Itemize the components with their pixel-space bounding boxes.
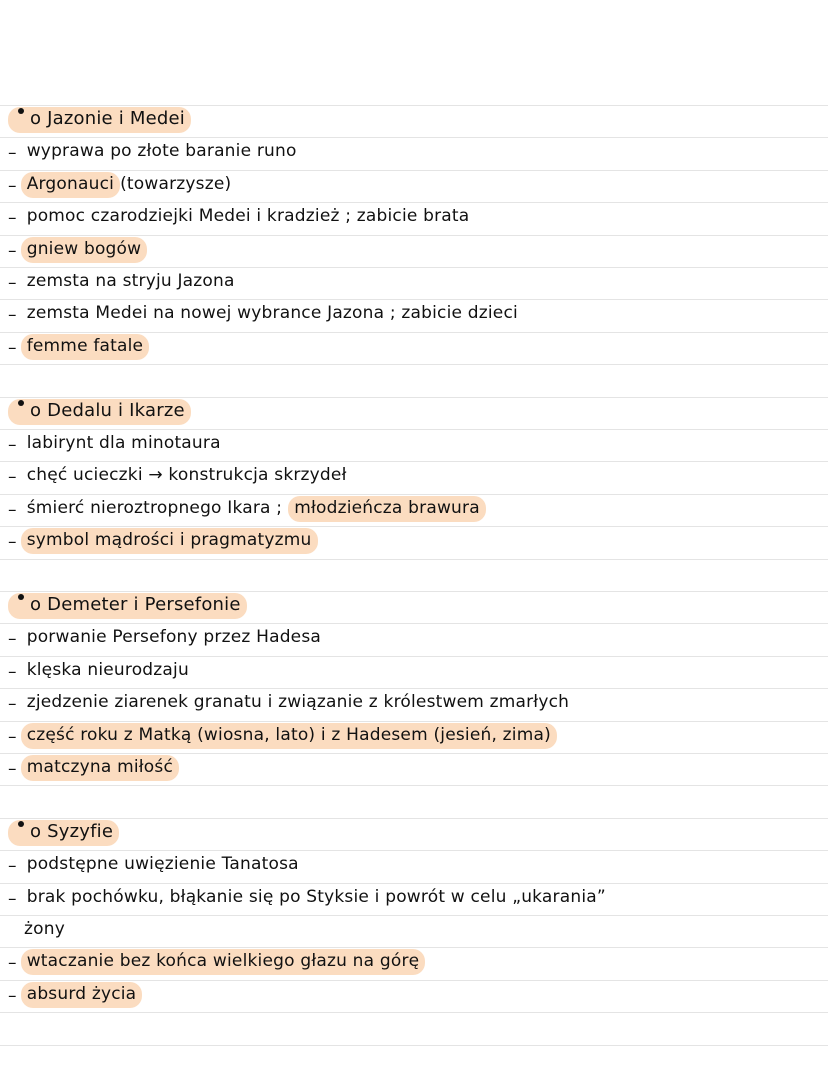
dash-icon: – [8,175,17,196]
list-item [8,846,305,878]
section-heading [8,393,191,425]
item-text: żony [24,919,65,939]
list-item [8,133,303,165]
list-item [8,522,318,554]
item-text: (towarzysze) [120,173,232,194]
item-text: chęć ucieczki → konstrukcja skrzydeł [26,465,347,486]
list-item [8,198,475,230]
highlighted-text: młodzieńcza brawura [288,496,486,522]
item-text: zjedzenie ziarenek granatu i związanie z królestwem zmarłych [26,692,570,713]
heading-label: o Syzyfie [30,820,114,842]
item-text: zemsta na stryju Jazona [26,271,235,291]
highlighted-text: część roku z Matką (wiosna, lato) i z Hadesem (jesień, zima) [21,723,557,749]
list-item [8,976,142,1008]
dash-icon: – [8,694,17,715]
ruled-line [0,818,828,819]
list-item [8,717,557,749]
dash-icon: – [8,467,17,488]
item-text: klęska nieurodzaju [26,659,189,680]
dash-icon: – [8,305,17,326]
list-item [8,879,612,911]
heading-text [8,593,247,619]
bullet-icon [18,821,24,827]
dash-icon: – [8,759,17,779]
dash-icon: – [8,337,17,358]
ruled-line [0,1012,828,1013]
list-item [8,684,575,716]
list-item [8,619,327,651]
bullet-icon [18,108,24,114]
list-item [8,425,227,457]
list-item [8,943,425,975]
item-text: pomoc czarodziejki Medei i kradzież ; zabicie brata [26,206,470,227]
item-text: wyprawa po złote baranie runo [26,141,297,162]
highlighted-text: matczyna miłość [21,755,179,781]
bullet-icon [18,400,24,406]
dash-icon: – [8,208,17,229]
ruled-line [0,559,828,560]
ruled-line [0,1045,828,1046]
item-text: porwanie Persefony przez Hadesa [26,627,322,648]
dash-icon: – [8,985,17,1006]
dash-icon: – [8,953,17,974]
dash-icon: – [8,629,17,650]
highlighted-text: symbol mądrości i pragmatyzmu [21,528,318,554]
list-item [8,749,179,781]
ruled-line [0,915,828,916]
list-item [8,457,353,489]
section-heading [8,101,191,133]
ruled-line [0,364,828,365]
heading-label: o Jazonie i Medei [30,108,185,129]
dash-icon: – [8,532,17,553]
item-text: brak pochówku, błąkanie się po Styksie i powrót w celu „ukarania” [26,886,606,907]
highlighted-text: absurd życia [21,982,143,1008]
highlighted-text: wtaczanie bez końca wielkiego głazu na górę [21,949,426,975]
heading-text [8,107,191,133]
dash-icon: – [8,856,17,877]
list-item [8,231,147,263]
highlighted-text: Argonauci [21,172,120,198]
highlighted-text: femme fatale [21,334,150,360]
dash-icon: – [8,661,17,682]
dash-icon: – [8,726,17,747]
list-item [8,328,149,360]
dash-icon: – [8,435,17,455]
dash-icon: – [8,143,17,164]
list-item [8,490,486,522]
list-item [8,166,237,198]
dash-icon: – [8,888,17,909]
dash-icon: – [8,499,17,520]
list-item-continuation [8,911,71,943]
list-item [8,295,524,327]
heading-label: o Demeter i Persefonie [30,594,241,615]
item-text: podstępne uwięzienie Tanatosa [26,854,299,875]
dash-icon: – [8,273,17,293]
item-text: śmierć nieroztropnego Ikara ; [26,497,283,518]
heading-text [8,399,191,425]
highlighted-text: gniew bogów [21,237,148,263]
dash-icon: – [8,240,17,261]
section-heading [8,587,247,619]
item-text: zemsta Medei na nowej wybrance Jazona ; zabicie dzieci [26,303,518,324]
section-heading [8,814,119,846]
heading-text [8,820,119,846]
item-text: labirynt dla minotaura [26,433,221,453]
bullet-icon [18,594,24,600]
list-item [8,263,241,295]
heading-label: o Dedalu i Ikarze [30,399,185,421]
ruled-line [0,785,828,786]
list-item [8,652,195,684]
